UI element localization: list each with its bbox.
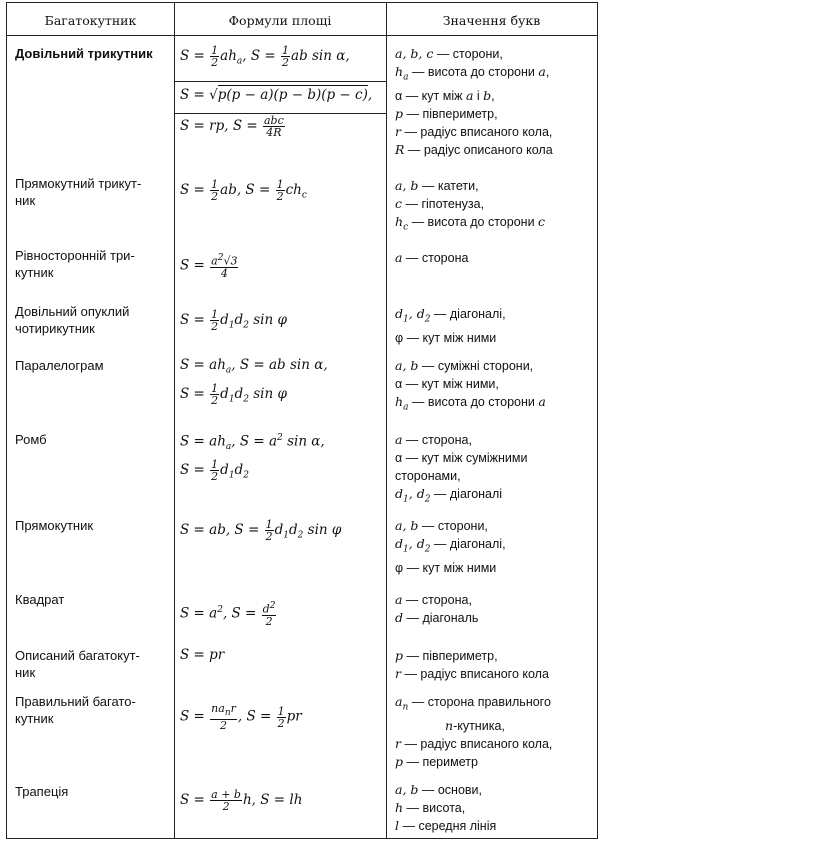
letters-right-triangle: a, b — катети, c — гіпотенуза, $h_c$ — висота до сторони c xyxy=(395,178,546,233)
shape-name-rhombus: Ромб xyxy=(15,432,47,447)
shape-name-equilateral-triangle: Рівносторонній три- кутник xyxy=(15,248,135,280)
shape-name-square: Квадрат xyxy=(15,592,65,607)
shape-name-right-triangle: Прямокутний трикут- ник xyxy=(15,176,142,208)
letters-circumscribed-polygon: p — півпериметр, r — радіус вписаного кола xyxy=(395,648,549,681)
shape-name-rectangle: Прямокутник xyxy=(15,518,94,533)
letters-square: a — сторона, d — діагональ xyxy=(395,592,479,625)
formula-divider xyxy=(174,81,386,82)
header-shape: Багатокутник xyxy=(44,13,137,28)
letters-parallelogram: a, b — суміжні сторони, α — кут між ними, $h_a$ — висота до сторони a xyxy=(395,358,546,413)
shape-name-convex-quadrilateral: Довільний опуклий чотирикутник xyxy=(15,304,130,336)
shape-name-trapezoid: Трапеція xyxy=(15,784,69,799)
shape-name-circumscribed-polygon: Описаний багатокут- ник xyxy=(15,648,140,680)
column-divider xyxy=(174,3,175,838)
letters-convex-quadrilateral: $d_1$, $d_2$ — діагоналі, φ — кут між ними xyxy=(395,306,506,345)
letters-equilateral-triangle: a — сторона xyxy=(395,250,469,265)
shape-name-regular-polygon: Правильний багато- кутник xyxy=(15,694,136,726)
header-letters: Значення букв xyxy=(442,13,541,28)
letters-regular-polygon: $a_n$ — сторона правильного n-кутника, r — радіус вписаного кола, p — периметр xyxy=(395,694,553,769)
header-divider xyxy=(7,35,597,36)
letters-rectangle: a, b — сторони, $d_1$, $d_2$ — діагоналі, φ — кут між ними xyxy=(395,518,506,575)
shape-name-arbitrary-triangle: Довільний трикутник xyxy=(15,46,153,61)
shape-name-parallelogram: Паралелограм xyxy=(15,358,104,373)
letters-arbitrary-triangle: a, b, c — сторони, $h_a$ — висота до сторони a, α — кут між a і b, p — півпериметр, r — радіус вписаного кола, R — радіус описаного кола xyxy=(395,46,553,157)
column-divider xyxy=(386,3,387,838)
letters-rhombus: a — сторона, α — кут між суміжними сторонами, $d_1$, $d_2$ — діагоналі xyxy=(395,432,528,505)
formula-table: Багатокутник Формули площі Значення букв Довільний трикутник S = $\frac{1}{2}$ $ah_a$, S = $\frac{1}{2}$ ab sin α, S = √p(p − a)(p − b)(p − c), S = rp, S = $\frac{\text{abc}}{4R}$ a, b, c — сторони, $h_a$ — висота до сторони a, α — кут між a і b, p — півпериметр, r — радіус вписаного кола, R — радіус описаного кола Прямокутний трикут- ник S = $\frac{1}{2}$ ab, S = $\frac{1}{2}$ $ch_c$ a, b — катети, c — гіпотенуза, $h_c$ — висота до сторони c Рівносторонній три- кутник S = $\frac{a^2√3}{4}$ a — сторона Довільний опуклий чотирикутник S = $\frac{1}{2}$ $d_1d_2$ sin φ $d_1$, $d_2$ — діагоналі, φ — кут між ними Паралелограм $S = ah_a$, S = ab sin α, S = $\frac{1}{2}$ $d_1d_2$ sin φ a, b — суміжні сторони, α — кут між ними, $h_a$ — висота до сторони a Ромб $S = ah_a$, $S = a^2$ sin α, S = $\frac{1}{2}$ $d_1d_2$ a — сторона, α — кут між суміжними сторонами, $d_1$, $d_2$ — діагоналі Прямокутник S = ab, S = $\frac{1}{2}$ $d_1d_2$ sin φ a, b — сторони, $d_1$, $d_2$ — діагоналі, φ — кут між ними Квадрат $S = a^2$, S = $\frac{d^2}{2}$ a — сторона, d — діагональ Описаний багатокут- ник S = pr p — півпериметр, r — радіус вписаного кола Правильний багато- кутник S = $\frac{na_nr}{2}$ , S = $\frac{1}{2}$ pr $a_n$ — сторона правильного n-кутника, r — радіус вписаного кола, p — периметр Трапеція S = $\frac{a + b}{2}$ h, S = lh a, b — основи, h — висота, l — середня лінія xyxy=(6,2,598,839)
letters-trapezoid: a, b — основи, h — висота, l — середня лінія xyxy=(395,782,497,833)
header-formulas: Формули площі xyxy=(228,13,332,28)
